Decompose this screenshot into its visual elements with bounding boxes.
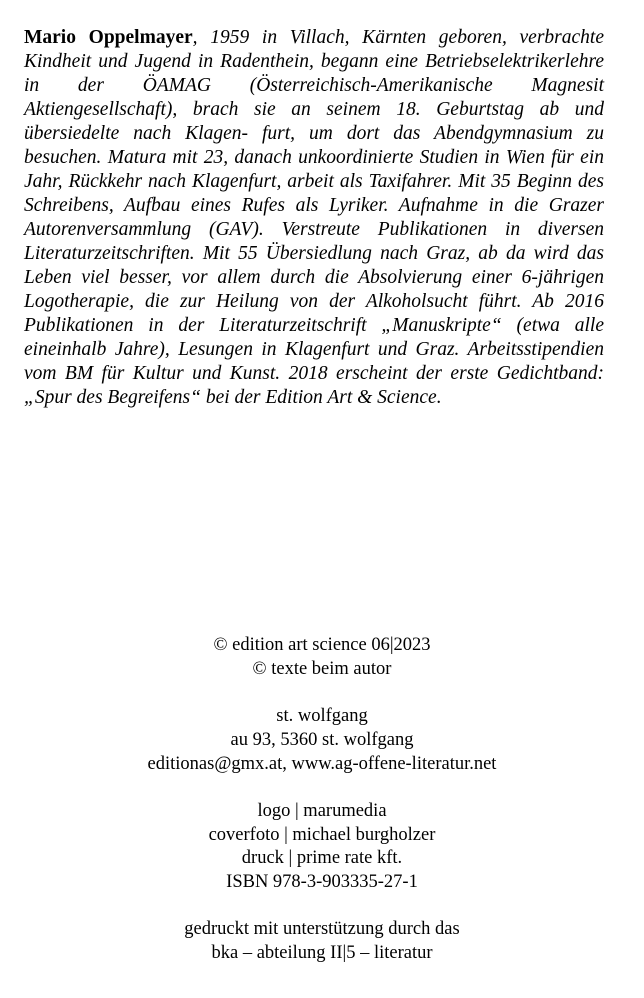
credit-logo: logo | marumedia — [257, 800, 387, 821]
author-biography-text: , 1959 in Villach, Kärnten geboren, verbrachte Kindheit und Jugend in Radenthein, begann eine Betriebselektrikerlehre in der ÖAMAG (Österreichisch-Amerikanische Magnesit Aktiengesellschaft), brach sie an seinem 18. Geburtstag ab und übersiedelte nach Klagen- furt, um dort das Abendgymnasium zu besuchen. Matura mit 23, danach unkoordinierte Studien in Wien für ein Jahr, Rückkehr nach Klagenfurt, arbeit als Taxifahrer. Mit 35 Beginn des Schreibens, Aufbau eines Rufes als Lyriker. Aufnahme in die Grazer Autorenversammlung (GAV). Verstreute Publikationen in diversen Literaturzeitschriften. Mit 55 Übersiedlung nach Graz, ab da wird das Leben viel besser, vor allem durch die Absolvierung einer 6-jährigen Logotherapie, die zur Heilung von der Alkoholsucht führt. Ab 2016 Publikationen in der Literaturzeitschrift „Manuskripte“ (etwa alle eineinhalb Jahre), Lesungen in Klagenfurt und Graz. Arbeitsstipendien vom BM für Kultur und Kunst. 2018 erscheint der erste Gedichtband: „Spur des Begreifens“ bei der Edition Art & Science. — [24, 27, 604, 408]
funding-line-1: gedruckt mit unterstützung durch das — [184, 919, 460, 940]
colophon — [0, 634, 644, 989]
funding-block — [0, 918, 644, 965]
publisher-street-address: au 93, 5360 st. wolfgang — [230, 729, 414, 750]
publisher-address-block — [0, 705, 644, 776]
copyright-block — [0, 634, 644, 681]
credit-printing: druck | prime rate kft. — [241, 848, 403, 869]
publisher-location: st. wolfgang — [276, 706, 368, 727]
isbn: ISBN 978-3-903335-27-1 — [226, 872, 418, 892]
author-biography — [24, 26, 604, 410]
copyright-texts: © texte beim autor — [252, 658, 392, 679]
credits-block — [0, 800, 644, 895]
copyright-publisher: © edition art science 06|2023 — [213, 635, 431, 655]
funding-line-2: bka – abteilung II|5 – literatur — [211, 943, 433, 964]
publisher-contact: editionas@gmx.at, www.ag-offene-literatur.net — [147, 753, 497, 774]
author-name: Mario Oppelmayer — [24, 27, 193, 48]
credit-cover-photo: coverfoto | michael burgholzer — [208, 824, 436, 845]
